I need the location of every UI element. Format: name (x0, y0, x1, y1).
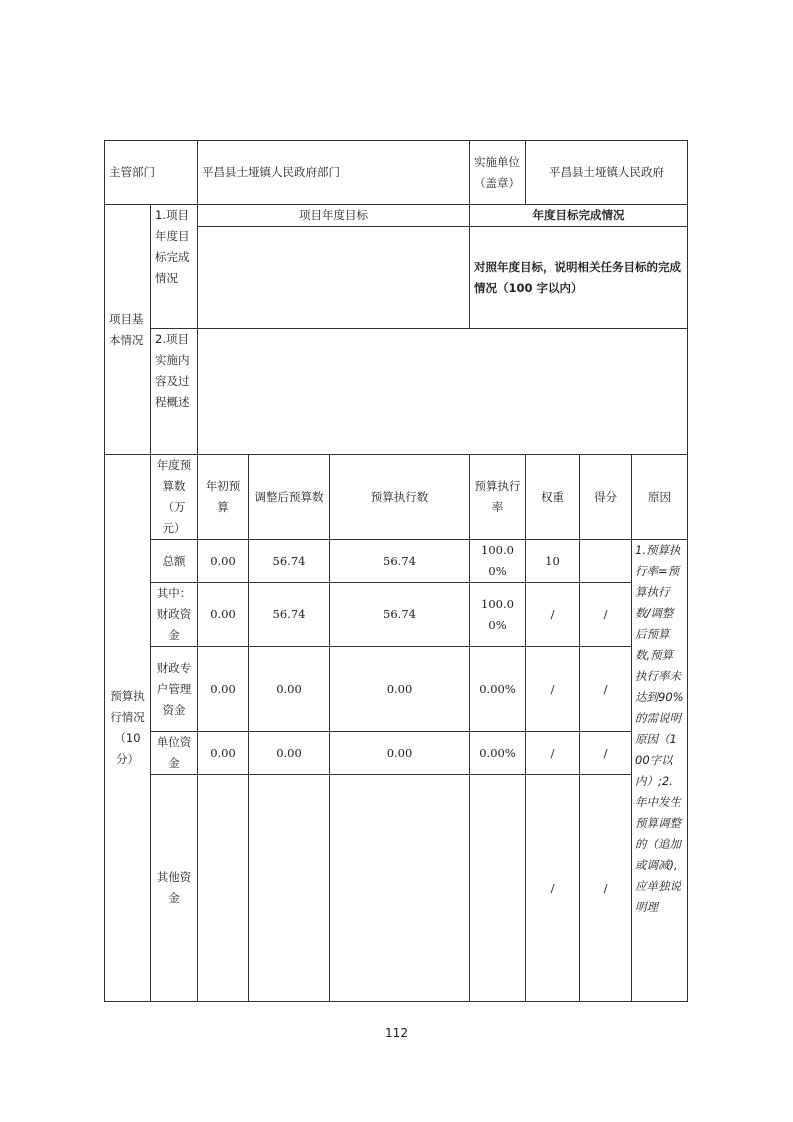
adjusted-cell: 56.74 (249, 583, 330, 647)
initial-cell: 0.00 (198, 732, 249, 775)
table-row (105, 647, 688, 732)
initial-cell[interactable] (198, 775, 249, 1002)
rate-cell: 100.00% (470, 540, 526, 583)
executed-cell: 56.74 (330, 583, 470, 647)
item2-value[interactable] (198, 329, 688, 455)
budget-section-label: 预算执行情况（10分） (105, 455, 151, 1002)
score-cell: / (580, 647, 632, 732)
page-number: 112 (385, 1026, 408, 1040)
target-value[interactable] (198, 227, 470, 329)
initial-cell: 0.00 (198, 647, 249, 732)
rate-cell: 100.00% (470, 583, 526, 647)
weight-cell: / (526, 775, 580, 1002)
weight-cell: / (526, 732, 580, 775)
dept-value: 平昌县土垭镇人民政府部门 (198, 141, 470, 205)
table-row (105, 775, 688, 1002)
weight-cell: / (526, 583, 580, 647)
table-row (105, 540, 688, 583)
weight-cell: 10 (526, 540, 580, 583)
initial-cell: 0.00 (198, 540, 249, 583)
executed-cell: 56.74 (330, 540, 470, 583)
performance-table (104, 140, 688, 1002)
row-label: 单位资金 (151, 732, 198, 775)
basic-section-label: 项目基本情况 (105, 205, 151, 455)
score-cell: / (580, 732, 632, 775)
budget-header: 年度预算数（万元） (151, 455, 198, 540)
score-cell[interactable] (580, 540, 632, 583)
adjusted-cell: 0.00 (249, 647, 330, 732)
budget-header: 得分 (580, 455, 632, 540)
score-cell: / (580, 583, 632, 647)
adjusted-cell[interactable] (249, 775, 330, 1002)
row-label: 财政专户管理资金 (151, 647, 198, 732)
executed-cell: 0.00 (330, 647, 470, 732)
completion-header: 年度目标完成情况 (470, 205, 688, 227)
dept-label: 主管部门 (105, 141, 198, 205)
rate-cell: 0.00% (470, 647, 526, 732)
budget-header: 预算执行率 (470, 455, 526, 540)
budget-header: 调整后预算数 (249, 455, 330, 540)
budget-header: 预算执行数 (330, 455, 470, 540)
rate-cell: 0.00% (470, 732, 526, 775)
adjusted-cell: 0.00 (249, 732, 330, 775)
budget-header: 权重 (526, 455, 580, 540)
row-label: 其中：财政资金 (151, 583, 198, 647)
executed-cell[interactable] (330, 775, 470, 1002)
executed-cell: 0.00 (330, 732, 470, 775)
initial-cell: 0.00 (198, 583, 249, 647)
item2-label: 2.项目实施内容及过程概述 (151, 329, 198, 455)
unit-label: 实施单位（盖章） (470, 141, 526, 205)
score-cell: / (580, 775, 632, 1002)
completion-note[interactable]: 对照年度目标，说明相关任务目标的完成情况（100 字以内） (470, 227, 688, 329)
row-label: 其他资金 (151, 775, 198, 1002)
item1-label: 1.项目年度目标完成情况 (151, 205, 198, 329)
target-header: 项目年度目标 (198, 205, 470, 227)
table-row (105, 583, 688, 647)
adjusted-cell: 56.74 (249, 540, 330, 583)
unit-value: 平昌县土垭镇人民政府 (526, 141, 688, 205)
weight-cell: / (526, 647, 580, 732)
reason-note: 1.预算执行率=预算执行数/调整后预算数,预算执行率未达到90%的需说明原因（100字以内）;2.年中发生预算调整的（追加或调减),应单独说明理 (632, 540, 688, 1002)
row-label: 总额 (151, 540, 198, 583)
budget-header: 原因 (632, 455, 688, 540)
rate-cell[interactable] (470, 775, 526, 1002)
budget-header: 年初预算 (198, 455, 249, 540)
table-row (105, 732, 688, 775)
